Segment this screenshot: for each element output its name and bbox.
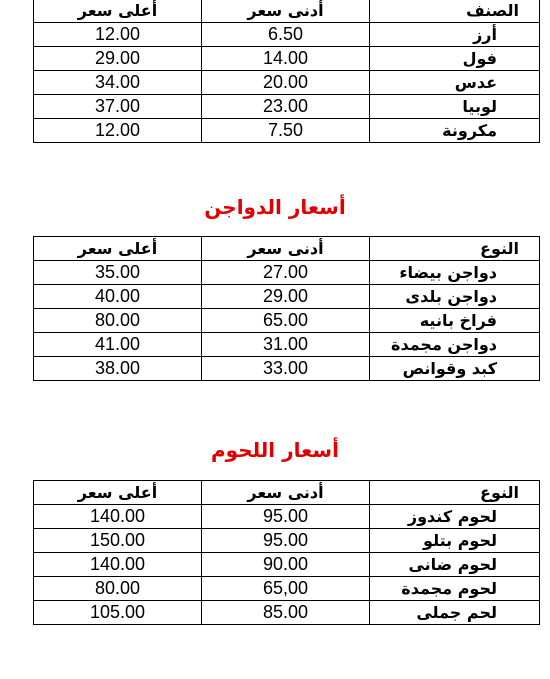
table-row xyxy=(34,23,540,47)
item-name: دواجن مجمدة xyxy=(370,333,540,357)
min-price: 20.00 xyxy=(202,71,370,95)
item-name: فراخ بانيه xyxy=(370,309,540,333)
item-name: دواجن بيضاء xyxy=(370,261,540,285)
table-row xyxy=(34,601,540,625)
item-name: لحوم بتلو xyxy=(370,529,540,553)
table-row xyxy=(34,529,540,553)
max-price: 40.00 xyxy=(34,285,202,309)
column-header-max-price: أعلى سعر xyxy=(34,237,202,261)
item-name: لوبيا xyxy=(370,95,540,119)
item-name: عدس xyxy=(370,71,540,95)
min-price: 85.00 xyxy=(202,601,370,625)
table-row xyxy=(34,577,540,601)
item-name: دواجن بلدى xyxy=(370,285,540,309)
table-row xyxy=(34,261,540,285)
item-name: مكرونة xyxy=(370,119,540,143)
table-row xyxy=(34,285,540,309)
table-row xyxy=(34,333,540,357)
column-header-min-price: أدنى سعر xyxy=(202,0,370,23)
max-price: 29.00 xyxy=(34,47,202,71)
item-name: لحم جملى xyxy=(370,601,540,625)
poultry-prices-heading: أسعار الدواجن xyxy=(204,195,346,219)
max-price: 80.00 xyxy=(34,577,202,601)
column-header-type: النوع xyxy=(370,237,540,261)
min-price: 95.00 xyxy=(202,505,370,529)
max-price: 140.00 xyxy=(34,505,202,529)
item-name: أرز xyxy=(370,23,540,47)
column-header-item: الصنف xyxy=(370,0,540,23)
max-price: 38.00 xyxy=(34,357,202,381)
min-price: 31.00 xyxy=(202,333,370,357)
column-header-max-price: أعلى سعر xyxy=(34,0,202,23)
max-price: 150.00 xyxy=(34,529,202,553)
column-header-min-price: أدنى سعر xyxy=(202,237,370,261)
table-header-row xyxy=(34,481,540,505)
table-header-row xyxy=(34,237,540,261)
min-price: 7.50 xyxy=(202,119,370,143)
table-row xyxy=(34,95,540,119)
item-name: لحوم كندوز xyxy=(370,505,540,529)
max-price: 105.00 xyxy=(34,601,202,625)
min-price: 95.00 xyxy=(202,529,370,553)
table-row xyxy=(34,47,540,71)
table-row xyxy=(34,309,540,333)
table-row xyxy=(34,553,540,577)
column-header-type: النوع xyxy=(370,481,540,505)
table-row xyxy=(34,71,540,95)
min-price: 6.50 xyxy=(202,23,370,47)
max-price: 80.00 xyxy=(34,309,202,333)
column-header-max-price: أعلى سعر xyxy=(34,481,202,505)
min-price: 14.00 xyxy=(202,47,370,71)
max-price: 37.00 xyxy=(34,95,202,119)
max-price: 34.00 xyxy=(34,71,202,95)
item-name: كبد وقوانص xyxy=(370,357,540,381)
table-row xyxy=(34,505,540,529)
item-name: فول xyxy=(370,47,540,71)
max-price: 140.00 xyxy=(34,553,202,577)
poultry-price-table xyxy=(33,236,540,381)
max-price: 12.00 xyxy=(34,23,202,47)
max-price: 35.00 xyxy=(34,261,202,285)
min-price: 23.00 xyxy=(202,95,370,119)
staples-price-table xyxy=(33,0,540,143)
table-header-row xyxy=(34,0,540,23)
min-price: 65.00 xyxy=(202,309,370,333)
max-price: 12.00 xyxy=(34,119,202,143)
table-row xyxy=(34,357,540,381)
meat-prices-heading: أسعار اللحوم xyxy=(211,438,339,462)
column-header-min-price: أدنى سعر xyxy=(202,481,370,505)
item-name: لحوم ضانى xyxy=(370,553,540,577)
min-price: 90.00 xyxy=(202,553,370,577)
min-price: 27.00 xyxy=(202,261,370,285)
table-row xyxy=(34,119,540,143)
min-price: 33.00 xyxy=(202,357,370,381)
min-price: 65,00 xyxy=(202,577,370,601)
max-price: 41.00 xyxy=(34,333,202,357)
min-price: 29.00 xyxy=(202,285,370,309)
meat-price-table xyxy=(33,480,540,625)
item-name: لحوم مجمدة xyxy=(370,577,540,601)
